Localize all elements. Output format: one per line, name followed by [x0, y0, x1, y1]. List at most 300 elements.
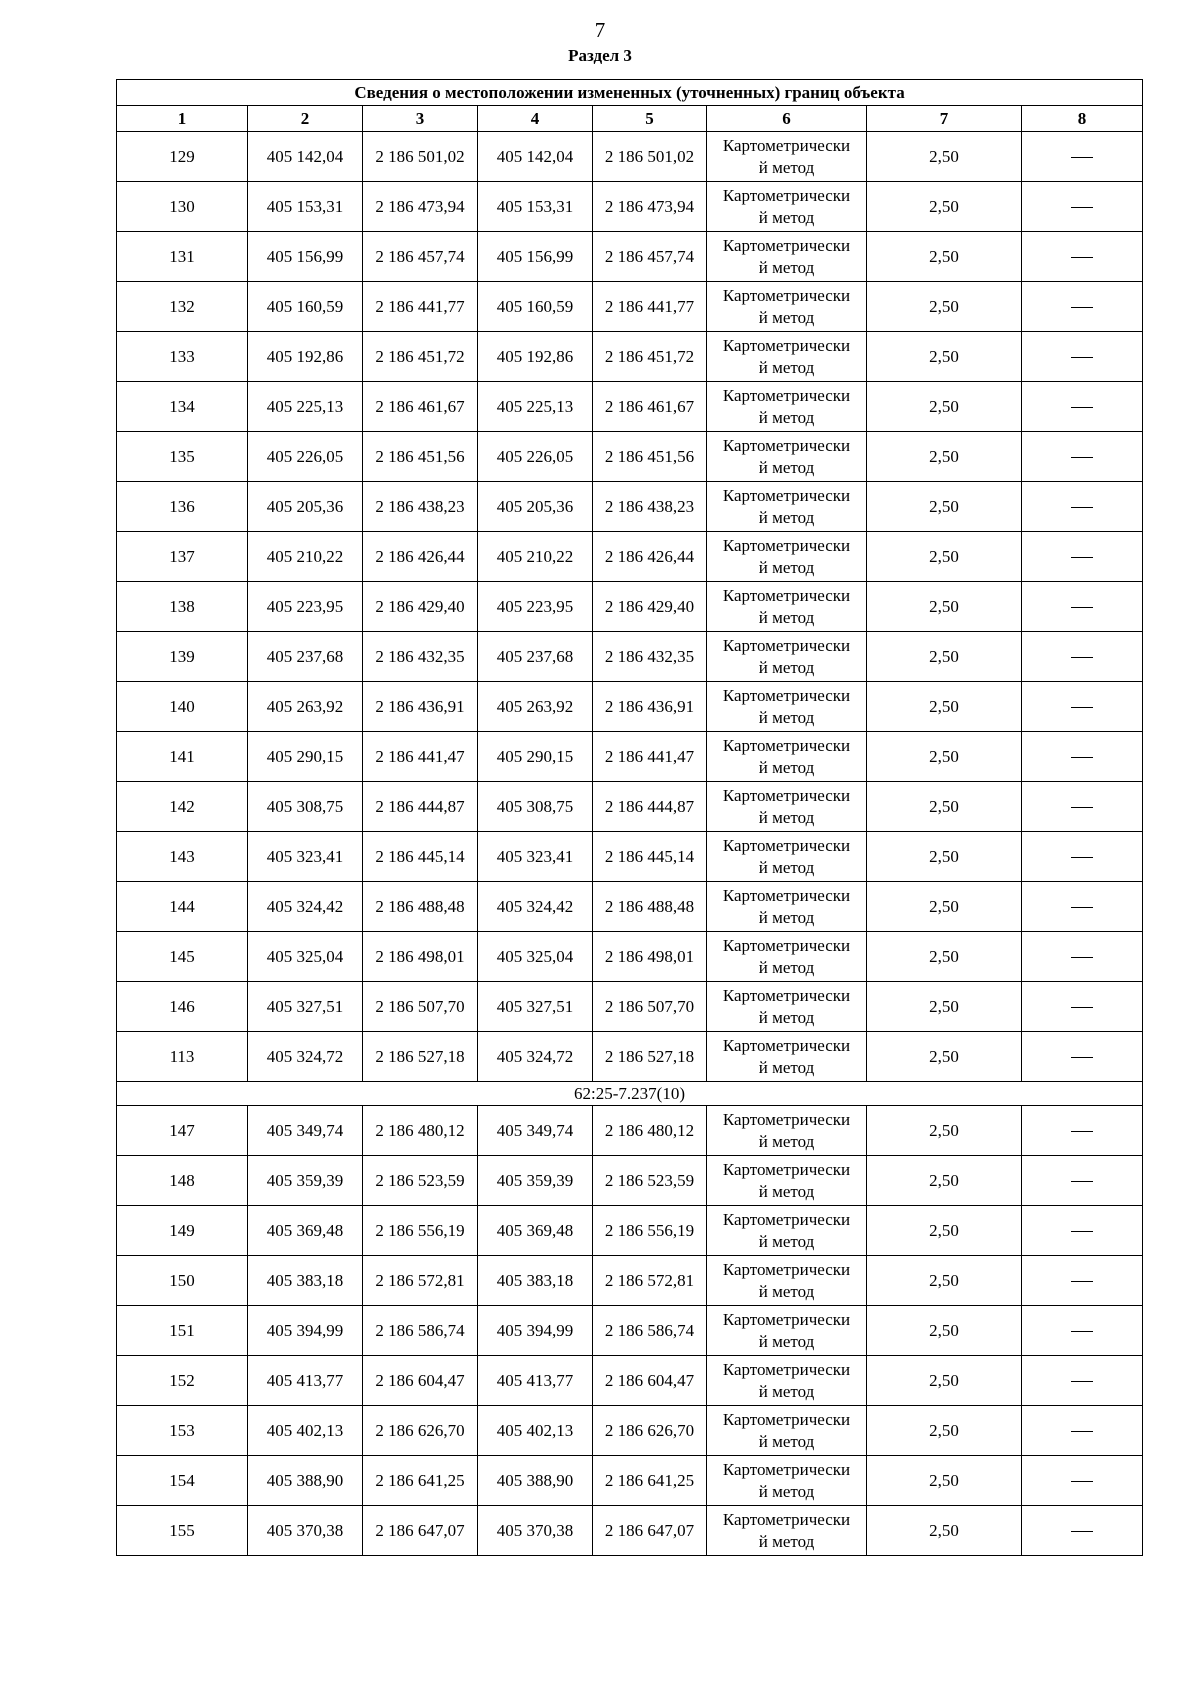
cell-y2: 2 186 626,70: [593, 1406, 707, 1456]
dash-mark: [1071, 257, 1093, 258]
cell-description: [1022, 1406, 1143, 1456]
dash-mark: [1071, 1131, 1093, 1132]
dash-mark: [1071, 1381, 1093, 1382]
cell-method: [707, 532, 867, 582]
cell-method: [707, 1106, 867, 1156]
cell-x1: 405 413,77: [248, 1356, 363, 1406]
cell-accuracy: 2,50: [867, 282, 1022, 332]
cell-method: [707, 982, 867, 1032]
cell-point: 152: [117, 1356, 248, 1406]
cell-description: [1022, 632, 1143, 682]
cell-x1: 405 263,92: [248, 682, 363, 732]
cell-x1: 405 237,68: [248, 632, 363, 682]
table-row: [117, 382, 1143, 432]
cell-x2: 405 153,31: [478, 182, 593, 232]
dash-mark: [1071, 1281, 1093, 1282]
cell-point: 144: [117, 882, 248, 932]
cell-x1: 405 223,95: [248, 582, 363, 632]
cell-accuracy: 2,50: [867, 1106, 1022, 1156]
cell-x1: 405 369,48: [248, 1206, 363, 1256]
dash-mark: [1071, 457, 1093, 458]
cell-x2: 405 383,18: [478, 1256, 593, 1306]
cell-x2: 405 327,51: [478, 982, 593, 1032]
cell-x1: 405 192,86: [248, 332, 363, 382]
table-row: [117, 1406, 1143, 1456]
cell-method: [707, 232, 867, 282]
method-line-2: й метод: [758, 657, 815, 677]
cell-y1: 2 186 523,59: [363, 1156, 478, 1206]
dash-mark: [1071, 1057, 1093, 1058]
cell-x1: 405 324,72: [248, 1032, 363, 1082]
cell-x1: 405 327,51: [248, 982, 363, 1032]
cell-x1: 405 160,59: [248, 282, 363, 332]
cell-accuracy: 2,50: [867, 732, 1022, 782]
table-row: [117, 282, 1143, 332]
cell-accuracy: 2,50: [867, 1032, 1022, 1082]
cell-x2: 405 324,72: [478, 1032, 593, 1082]
cell-method: [707, 1356, 867, 1406]
method-line-1: Картометрически: [722, 685, 851, 705]
cell-y2: 2 186 507,70: [593, 982, 707, 1032]
table-row: [117, 1032, 1143, 1082]
dash-mark: [1071, 1531, 1093, 1532]
cell-y1: 2 186 441,77: [363, 282, 478, 332]
cell-point: 149: [117, 1206, 248, 1256]
column-number: 6: [707, 106, 867, 132]
method-line-2: й метод: [758, 1057, 815, 1077]
cell-y2: 2 186 451,72: [593, 332, 707, 382]
cell-method: [707, 332, 867, 382]
cell-x2: 405 394,99: [478, 1306, 593, 1356]
cell-y1: 2 186 641,25: [363, 1456, 478, 1506]
cell-description: [1022, 282, 1143, 332]
cell-y2: 2 186 436,91: [593, 682, 707, 732]
cell-method: [707, 682, 867, 732]
cell-x2: 405 369,48: [478, 1206, 593, 1256]
column-number: 4: [478, 106, 593, 132]
method-line-2: й метод: [758, 457, 815, 477]
method-line-2: й метод: [758, 707, 815, 727]
method-line-2: й метод: [758, 807, 815, 827]
cell-y1: 2 186 507,70: [363, 982, 478, 1032]
cell-x1: 405 323,41: [248, 832, 363, 882]
cell-point: 130: [117, 182, 248, 232]
cell-point: 140: [117, 682, 248, 732]
cell-description: [1022, 1106, 1143, 1156]
table-row: [117, 1106, 1143, 1156]
page-number: 7: [594, 18, 606, 42]
cell-y1: 2 186 432,35: [363, 632, 478, 682]
cell-method: [707, 932, 867, 982]
table-row: [117, 232, 1143, 282]
cell-accuracy: 2,50: [867, 882, 1022, 932]
dash-mark: [1071, 207, 1093, 208]
cell-y1: 2 186 444,87: [363, 782, 478, 832]
cell-description: [1022, 782, 1143, 832]
cell-point: 142: [117, 782, 248, 832]
method-line-2: й метод: [758, 557, 815, 577]
cell-x2: 405 210,22: [478, 532, 593, 582]
cell-method: [707, 482, 867, 532]
cell-accuracy: 2,50: [867, 782, 1022, 832]
method-line-2: й метод: [758, 857, 815, 877]
cell-description: [1022, 682, 1143, 732]
dash-mark: [1071, 1181, 1093, 1182]
method-line-2: й метод: [758, 1181, 815, 1201]
cell-point: 135: [117, 432, 248, 482]
cell-x1: 405 290,15: [248, 732, 363, 782]
cell-x1: 405 402,13: [248, 1406, 363, 1456]
method-line-2: й метод: [758, 1281, 815, 1301]
cell-accuracy: 2,50: [867, 1206, 1022, 1256]
table-row: [117, 832, 1143, 882]
cell-x2: 405 142,04: [478, 132, 593, 182]
table-row: [117, 932, 1143, 982]
cell-description: [1022, 732, 1143, 782]
cell-y1: 2 186 445,14: [363, 832, 478, 882]
cell-description: [1022, 482, 1143, 532]
cell-point: 150: [117, 1256, 248, 1306]
method-line-2: й метод: [758, 1007, 815, 1027]
cell-method: [707, 1032, 867, 1082]
table-caption: Сведения о местоположении измененных (уточненных) границ объекта: [117, 80, 1143, 106]
cell-method: [707, 132, 867, 182]
cell-x1: 405 325,04: [248, 932, 363, 982]
cell-y2: 2 186 444,87: [593, 782, 707, 832]
method-line-1: Картометрически: [722, 735, 851, 755]
dash-mark: [1071, 407, 1093, 408]
table-row: [117, 1206, 1143, 1256]
cell-x2: 405 359,39: [478, 1156, 593, 1206]
dash-mark: [1071, 957, 1093, 958]
method-line-2: й метод: [758, 1381, 815, 1401]
cell-description: [1022, 1506, 1143, 1556]
cell-point: 146: [117, 982, 248, 1032]
cell-description: [1022, 182, 1143, 232]
method-line-2: й метод: [758, 357, 815, 377]
cell-point: 131: [117, 232, 248, 282]
method-line-1: Картометрически: [722, 435, 851, 455]
coordinates-table: [116, 79, 1143, 1556]
table-row: [117, 1506, 1143, 1556]
table-row: [117, 182, 1143, 232]
cell-description: [1022, 532, 1143, 582]
cell-y1: 2 186 426,44: [363, 532, 478, 582]
cell-y2: 2 186 473,94: [593, 182, 707, 232]
table-row: [117, 582, 1143, 632]
cell-point: 141: [117, 732, 248, 782]
cell-y2: 2 186 586,74: [593, 1306, 707, 1356]
column-number: 7: [867, 106, 1022, 132]
cell-accuracy: 2,50: [867, 382, 1022, 432]
method-line-2: й метод: [758, 1531, 815, 1551]
method-line-1: Картометрически: [722, 885, 851, 905]
table-row: [117, 1306, 1143, 1356]
method-line-1: Картометрически: [722, 835, 851, 855]
cell-y2: 2 186 501,02: [593, 132, 707, 182]
cell-method: [707, 1506, 867, 1556]
cell-y1: 2 186 429,40: [363, 582, 478, 632]
cell-y1: 2 186 480,12: [363, 1106, 478, 1156]
cell-x2: 405 323,41: [478, 832, 593, 882]
method-line-1: Картометрически: [722, 1409, 851, 1429]
cell-y1: 2 186 436,91: [363, 682, 478, 732]
dash-mark: [1071, 1331, 1093, 1332]
cell-description: [1022, 982, 1143, 1032]
table-row: [117, 432, 1143, 482]
cell-accuracy: 2,50: [867, 132, 1022, 182]
cell-y2: 2 186 527,18: [593, 1032, 707, 1082]
method-line-1: Картометрически: [722, 235, 851, 255]
cell-y2: 2 186 647,07: [593, 1506, 707, 1556]
cell-x2: 405 325,04: [478, 932, 593, 982]
cell-x1: 405 324,42: [248, 882, 363, 932]
table-row: [117, 732, 1143, 782]
method-line-1: Картометрически: [722, 1209, 851, 1229]
cell-point: 138: [117, 582, 248, 632]
cell-accuracy: 2,50: [867, 532, 1022, 582]
method-line-2: й метод: [758, 1481, 815, 1501]
method-line-2: й метод: [758, 757, 815, 777]
method-line-1: Картометрически: [722, 385, 851, 405]
dash-mark: [1071, 707, 1093, 708]
cell-point: 129: [117, 132, 248, 182]
cell-y2: 2 186 432,35: [593, 632, 707, 682]
cell-x1: 405 383,18: [248, 1256, 363, 1306]
method-line-1: Картометрически: [722, 1359, 851, 1379]
cell-description: [1022, 232, 1143, 282]
cell-method: [707, 782, 867, 832]
dash-mark: [1071, 857, 1093, 858]
cell-x1: 405 142,04: [248, 132, 363, 182]
column-number: 1: [117, 106, 248, 132]
cell-x1: 405 153,31: [248, 182, 363, 232]
cell-y2: 2 186 445,14: [593, 832, 707, 882]
group-row: [117, 1082, 1143, 1106]
cell-x1: 405 388,90: [248, 1456, 363, 1506]
table-row: [117, 482, 1143, 532]
cell-y1: 2 186 451,56: [363, 432, 478, 482]
column-number: 2: [248, 106, 363, 132]
cell-x2: 405 370,38: [478, 1506, 593, 1556]
dash-mark: [1071, 1007, 1093, 1008]
group-label: 62:25-7.237(10): [117, 1082, 1143, 1106]
cell-y2: 2 186 429,40: [593, 582, 707, 632]
column-number-row: [117, 106, 1143, 132]
cell-y1: 2 186 461,67: [363, 382, 478, 432]
cell-x1: 405 205,36: [248, 482, 363, 532]
table-row: [117, 1456, 1143, 1506]
dash-mark: [1071, 807, 1093, 808]
cell-y1: 2 186 604,47: [363, 1356, 478, 1406]
method-line-2: й метод: [758, 607, 815, 627]
cell-x1: 405 156,99: [248, 232, 363, 282]
cell-point: 145: [117, 932, 248, 982]
method-line-2: й метод: [758, 907, 815, 927]
cell-accuracy: 2,50: [867, 432, 1022, 482]
cell-x2: 405 308,75: [478, 782, 593, 832]
dash-mark: [1071, 1231, 1093, 1232]
cell-y2: 2 186 441,47: [593, 732, 707, 782]
method-line-1: Картометрически: [722, 635, 851, 655]
column-number: 3: [363, 106, 478, 132]
cell-y1: 2 186 473,94: [363, 182, 478, 232]
cell-point: 134: [117, 382, 248, 432]
cell-accuracy: 2,50: [867, 982, 1022, 1032]
cell-method: [707, 1206, 867, 1256]
table-row: [117, 132, 1143, 182]
cell-x2: 405 349,74: [478, 1106, 593, 1156]
method-line-2: й метод: [758, 507, 815, 527]
dash-mark: [1071, 507, 1093, 508]
cell-accuracy: 2,50: [867, 1256, 1022, 1306]
cell-description: [1022, 882, 1143, 932]
table-row: [117, 1256, 1143, 1306]
cell-accuracy: 2,50: [867, 1306, 1022, 1356]
cell-accuracy: 2,50: [867, 632, 1022, 682]
cell-x2: 405 263,92: [478, 682, 593, 732]
cell-description: [1022, 332, 1143, 382]
cell-accuracy: 2,50: [867, 682, 1022, 732]
method-line-2: й метод: [758, 957, 815, 977]
cell-accuracy: 2,50: [867, 1456, 1022, 1506]
method-line-2: й метод: [758, 1131, 815, 1151]
cell-y2: 2 186 523,59: [593, 1156, 707, 1206]
cell-y2: 2 186 438,23: [593, 482, 707, 532]
cell-x1: 405 210,22: [248, 532, 363, 582]
cell-y1: 2 186 647,07: [363, 1506, 478, 1556]
cell-method: [707, 832, 867, 882]
cell-point: 137: [117, 532, 248, 582]
cell-accuracy: 2,50: [867, 482, 1022, 532]
cell-point: 151: [117, 1306, 248, 1356]
cell-x2: 405 388,90: [478, 1456, 593, 1506]
method-line-2: й метод: [758, 307, 815, 327]
cell-y2: 2 186 488,48: [593, 882, 707, 932]
cell-point: 154: [117, 1456, 248, 1506]
dash-mark: [1071, 357, 1093, 358]
cell-x2: 405 156,99: [478, 232, 593, 282]
cell-point: 132: [117, 282, 248, 332]
method-line-2: й метод: [758, 407, 815, 427]
cell-accuracy: 2,50: [867, 1506, 1022, 1556]
cell-method: [707, 882, 867, 932]
cell-description: [1022, 1206, 1143, 1256]
method-line-2: й метод: [758, 1231, 815, 1251]
cell-y2: 2 186 457,74: [593, 232, 707, 282]
cell-accuracy: 2,50: [867, 232, 1022, 282]
cell-y2: 2 186 641,25: [593, 1456, 707, 1506]
cell-accuracy: 2,50: [867, 582, 1022, 632]
cell-x1: 405 308,75: [248, 782, 363, 832]
cell-y1: 2 186 488,48: [363, 882, 478, 932]
cell-method: [707, 1256, 867, 1306]
cell-x2: 405 237,68: [478, 632, 593, 682]
cell-y2: 2 186 556,19: [593, 1206, 707, 1256]
cell-description: [1022, 1256, 1143, 1306]
method-line-1: Картометрически: [722, 335, 851, 355]
method-line-1: Картометрически: [722, 1109, 851, 1129]
cell-point: 133: [117, 332, 248, 382]
cell-x1: 405 225,13: [248, 382, 363, 432]
cell-description: [1022, 1306, 1143, 1356]
method-line-1: Картометрически: [722, 935, 851, 955]
method-line-1: Картометрически: [722, 185, 851, 205]
table-caption-row: [117, 80, 1143, 106]
method-line-1: Картометрически: [722, 785, 851, 805]
cell-method: [707, 1406, 867, 1456]
table-body: [117, 132, 1143, 1556]
method-line-1: Картометрически: [722, 985, 851, 1005]
cell-method: [707, 1156, 867, 1206]
cell-description: [1022, 582, 1143, 632]
table-row: [117, 782, 1143, 832]
method-line-1: Картометрически: [722, 1309, 851, 1329]
cell-y2: 2 186 441,77: [593, 282, 707, 332]
cell-method: [707, 282, 867, 332]
cell-description: [1022, 382, 1143, 432]
cell-accuracy: 2,50: [867, 832, 1022, 882]
cell-point: 113: [117, 1032, 248, 1082]
cell-accuracy: 2,50: [867, 1356, 1022, 1406]
table-row: [117, 982, 1143, 1032]
cell-y2: 2 186 604,47: [593, 1356, 707, 1406]
cell-point: 136: [117, 482, 248, 532]
cell-method: [707, 732, 867, 782]
method-line-1: Картометрически: [722, 1035, 851, 1055]
cell-x2: 405 205,36: [478, 482, 593, 532]
method-line-1: Картометрически: [722, 1509, 851, 1529]
table-row: [117, 532, 1143, 582]
cell-point: 153: [117, 1406, 248, 1456]
cell-y1: 2 186 501,02: [363, 132, 478, 182]
method-line-1: Картометрически: [722, 535, 851, 555]
cell-y2: 2 186 480,12: [593, 1106, 707, 1156]
cell-x2: 405 413,77: [478, 1356, 593, 1406]
dash-mark: [1071, 607, 1093, 608]
cell-y1: 2 186 586,74: [363, 1306, 478, 1356]
dash-mark: [1071, 1431, 1093, 1432]
method-line-1: Картометрически: [722, 485, 851, 505]
table-row: [117, 882, 1143, 932]
dash-mark: [1071, 557, 1093, 558]
cell-x1: 405 370,38: [248, 1506, 363, 1556]
method-line-1: Картометрически: [722, 285, 851, 305]
cell-description: [1022, 132, 1143, 182]
cell-y1: 2 186 441,47: [363, 732, 478, 782]
dash-mark: [1071, 307, 1093, 308]
cell-x2: 405 402,13: [478, 1406, 593, 1456]
cell-description: [1022, 1156, 1143, 1206]
cell-description: [1022, 1356, 1143, 1406]
cell-x2: 405 160,59: [478, 282, 593, 332]
cell-point: 148: [117, 1156, 248, 1206]
method-line-1: Картометрически: [722, 135, 851, 155]
cell-method: [707, 1306, 867, 1356]
cell-point: 155: [117, 1506, 248, 1556]
cell-accuracy: 2,50: [867, 1406, 1022, 1456]
cell-x2: 405 192,86: [478, 332, 593, 382]
cell-accuracy: 2,50: [867, 332, 1022, 382]
cell-x2: 405 226,05: [478, 432, 593, 482]
column-number: 5: [593, 106, 707, 132]
method-line-2: й метод: [758, 257, 815, 277]
cell-y1: 2 186 451,72: [363, 332, 478, 382]
cell-method: [707, 382, 867, 432]
dash-mark: [1071, 907, 1093, 908]
cell-x1: 405 226,05: [248, 432, 363, 482]
column-number: 8: [1022, 106, 1143, 132]
